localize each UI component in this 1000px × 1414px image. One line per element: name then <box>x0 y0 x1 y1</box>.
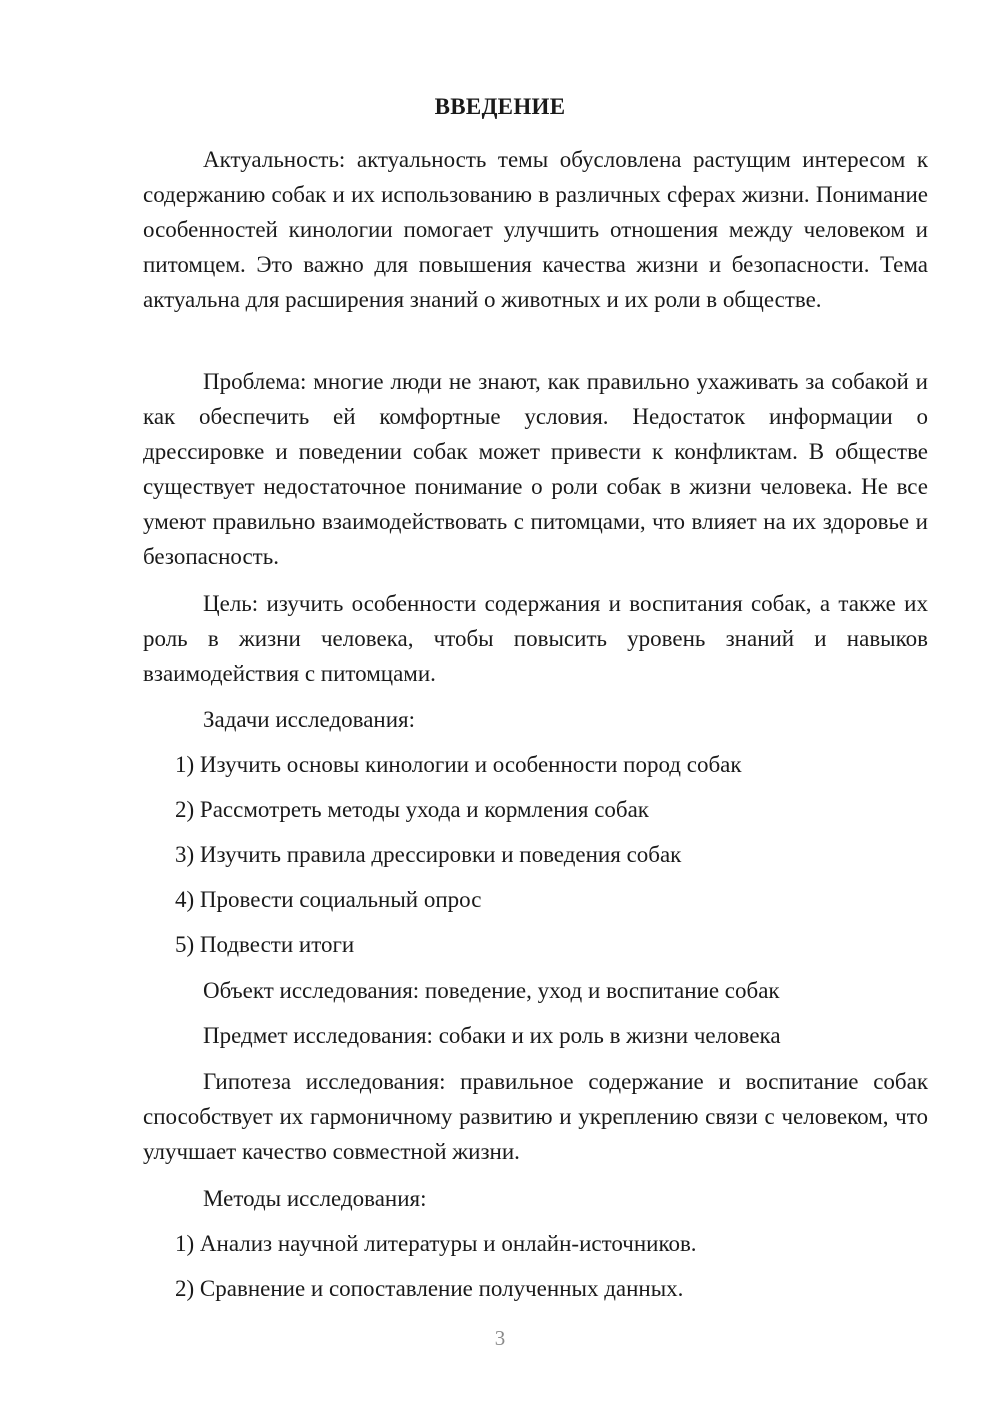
list-item: 2) Рассмотреть методы ухода и кормления собак <box>175 797 649 822</box>
list-item: 3) Изучить правила дрессировки и поведения собак <box>175 842 682 867</box>
paragraph-goal: Цель: изучить особенности содержания и воспитания собак, а также их роль в жизни человека, чтобы повысить уровень знаний и навыков взаимодействия с питомцами. <box>143 591 928 686</box>
paragraph-problem: Проблема: многие люди не знают, как правильно ухаживать за собакой и как обеспечить ей комфортные условия. Недостаток информации о дрессировке и поведении собак может привести к конфликтам. В обществе существует недостаточное понимание о роли собак в жизни человека. Не все умеют правильно взаимодействовать с питомцами, что влияет на их здоровье и безопасность. <box>143 369 928 569</box>
paragraph-relevance: Актуальность: актуальность темы обусловлена растущим интересом к содержанию собак и их использованию в различных сферах жизни. Понимание особенностей кинологии помогает улучшить отношения между человеком и питомцем. Это важно для повышения качества жизни и безопасности. Тема актуальна для расширения знаний о животных и их роли в обществе. <box>143 147 928 312</box>
methods-heading: Методы исследования: <box>203 1186 427 1211</box>
tasks-heading: Задачи исследования: <box>203 707 416 732</box>
list-item: 2) Сравнение и сопоставление полученных данных. <box>175 1276 684 1301</box>
paragraph-hypothesis: Гипотеза исследования: правильное содержание и воспитание собак способствует их гармоничному развитию и укреплению связи с человеком, что улучшает качество совместной жизни. <box>143 1069 928 1164</box>
list-item: 5) Подвести итоги <box>175 932 355 957</box>
list-item: 4) Провести социальный опрос <box>175 887 482 912</box>
list-item: 1) Анализ научной литературы и онлайн-источников. <box>175 1231 697 1256</box>
page-number: 3 <box>494 1326 506 1350</box>
list-item: 1) Изучить основы кинологии и особенности пород собак <box>175 752 742 777</box>
page-title: ВВЕДЕНИЕ <box>434 94 566 119</box>
paragraph-object: Объект исследования: поведение, уход и воспитание собак <box>203 978 780 1003</box>
paragraph-subject: Предмет исследования: собаки и их роль в жизни человека <box>203 1023 781 1048</box>
